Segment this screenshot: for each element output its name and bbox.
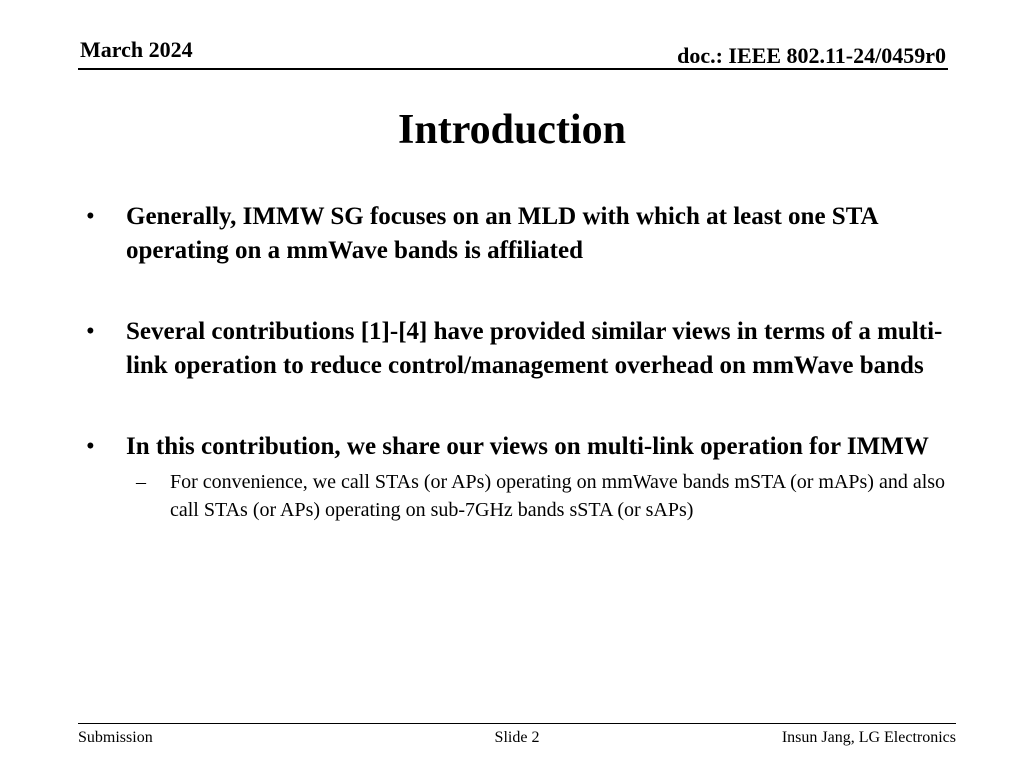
bullet-text: In this contribution, we share our views on multi-link operation for IMMW bbox=[126, 433, 929, 460]
bullet-list bbox=[80, 200, 950, 524]
bullet-item bbox=[80, 200, 950, 268]
header-date: March 2024 bbox=[80, 37, 193, 62]
bullet-marker: • bbox=[86, 433, 95, 460]
footer-slide-number: Slide 2 bbox=[494, 729, 540, 746]
footer-author: Insun Jang, LG Electronics bbox=[781, 729, 956, 746]
sub-bullet-marker: – bbox=[136, 471, 146, 493]
sub-bullet-item bbox=[126, 468, 950, 524]
bullet-marker: • bbox=[86, 203, 95, 230]
header-divider bbox=[78, 68, 948, 70]
bullet-item bbox=[80, 430, 950, 524]
footer-submission: Submission bbox=[78, 729, 153, 746]
slide-title: Introduction bbox=[398, 107, 626, 153]
sub-bullet-list bbox=[126, 468, 950, 524]
bullet-text: Generally, IMMW SG focuses on an MLD with which at least one STA operating on a mmWave bands is affiliated bbox=[126, 203, 878, 264]
bullet-item bbox=[80, 315, 950, 383]
footer-divider bbox=[78, 723, 956, 724]
sub-bullet-text: For convenience, we call STAs (or APs) operating on mmWave bands mSTA (or mAPs) and also call STAs (or APs) operating on sub-7GHz bands sSTA (or sAPs) bbox=[170, 471, 946, 521]
header-doc-id: doc.: IEEE 802.11-24/0459r0 bbox=[677, 43, 946, 68]
bullet-marker: • bbox=[86, 318, 95, 345]
bullet-text: Several contributions [1]-[4] have provided similar views in terms of a multi-link operation to reduce control/management overhead on mmWave bands bbox=[126, 318, 943, 379]
